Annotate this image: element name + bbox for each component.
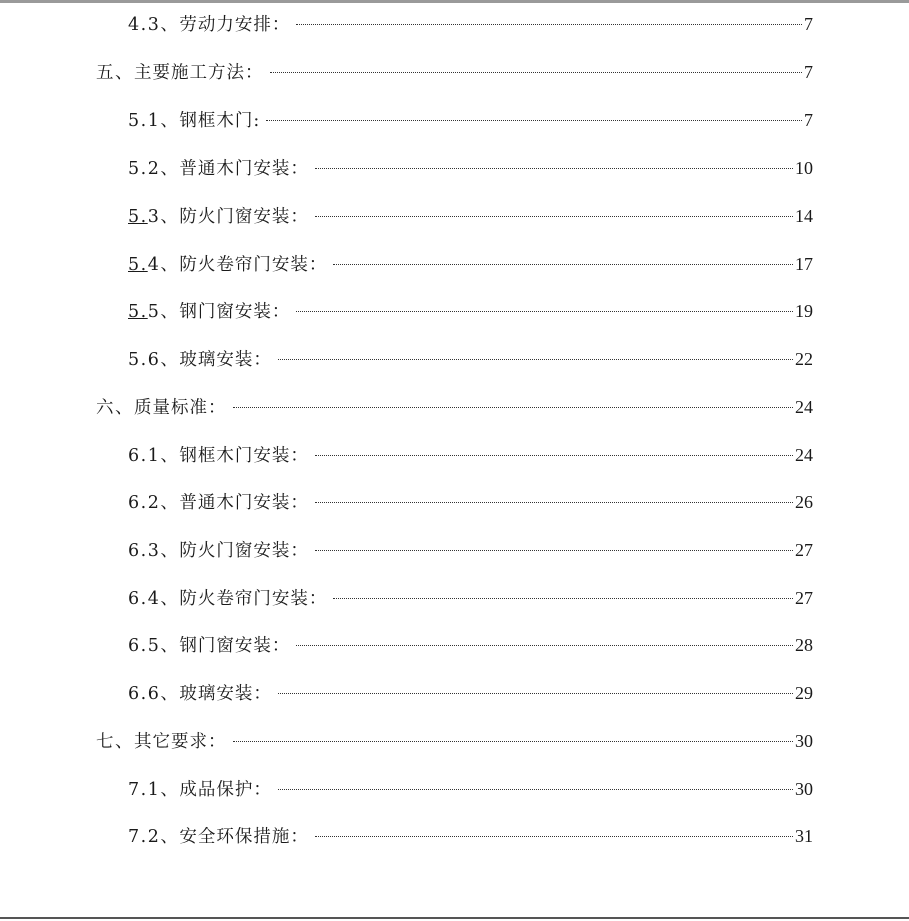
- toc-leader-dots: [233, 741, 794, 742]
- toc-entry-page: 22: [795, 349, 813, 369]
- toc-leader-dots: [315, 502, 793, 503]
- toc-leader-dots: [296, 24, 802, 25]
- toc-leader-dots: [315, 216, 793, 217]
- toc-entry-title: 其它要求：: [134, 732, 227, 752]
- toc-entry-title: 钢框木门:: [179, 111, 261, 131]
- toc-entry[interactable]: [128, 155, 813, 181]
- toc-entry[interactable]: [128, 680, 813, 706]
- toc-entry[interactable]: [128, 489, 813, 515]
- toc-entry-title: 防火门窗安装：: [179, 541, 309, 561]
- toc-entry-page: 31: [795, 826, 813, 846]
- toc-entry[interactable]: [128, 346, 813, 372]
- page-top-rule: [0, 0, 909, 3]
- toc-leader-dots: [333, 598, 793, 599]
- toc-entry-title: 劳动力安排：: [179, 15, 291, 35]
- toc-entry-number: 6.5、: [128, 636, 180, 656]
- toc-entry-number: 7.1、: [128, 780, 180, 800]
- toc-entry[interactable]: [128, 632, 813, 658]
- toc-entry-number: 六、: [96, 398, 134, 418]
- toc-entry-title: 普通木门安装：: [179, 493, 309, 513]
- toc-leader-dots: [315, 550, 793, 551]
- toc-leader-dots: [270, 72, 803, 73]
- toc-leader-dots: [278, 359, 793, 360]
- toc-entry-number: 5.2、: [128, 159, 180, 179]
- toc-entry-page: 27: [795, 588, 813, 608]
- toc-leader-dots: [315, 455, 793, 456]
- toc-leader-dots: [278, 789, 793, 790]
- toc-entry-page: 26: [795, 492, 813, 512]
- toc-entry-page: 24: [795, 445, 813, 465]
- toc-entry-page: 10: [795, 158, 813, 178]
- toc-leader-dots: [315, 168, 793, 169]
- toc-entry-number: 6.6、: [128, 684, 180, 704]
- toc-entry-page: 19: [795, 301, 813, 321]
- toc-entry-page: 24: [795, 397, 813, 417]
- toc-entry-title: 钢门窗安装：: [179, 636, 291, 656]
- toc-entry[interactable]: [128, 776, 813, 802]
- toc-entry-page: 7: [804, 110, 813, 130]
- toc-entry-number: 4.3、: [128, 15, 180, 35]
- toc-entry[interactable]: [128, 585, 813, 611]
- toc-entry-title: 主要施工方法：: [134, 63, 264, 83]
- toc-entry-number: 5.1、: [128, 111, 180, 131]
- toc-entry-title: 成品保护：: [179, 780, 272, 800]
- toc-entry[interactable]: [128, 251, 813, 277]
- toc-entry-page: 14: [795, 206, 813, 226]
- toc-leader-dots: [278, 693, 793, 694]
- toc-entry-number: 5.4、: [128, 255, 180, 275]
- toc-entry-page: 7: [804, 14, 813, 34]
- toc-entry-title: 钢框木门安装：: [179, 446, 309, 466]
- toc-entry[interactable]: [128, 203, 813, 229]
- toc-entry-number: 5.3、: [128, 207, 180, 227]
- toc-entry-title: 玻璃安装：: [179, 350, 272, 370]
- toc-entry-page: 27: [795, 540, 813, 560]
- toc-leader-dots: [266, 120, 802, 121]
- toc-entry-page: 30: [795, 779, 813, 799]
- toc-leader-dots: [233, 407, 794, 408]
- toc-entry-page: 30: [795, 731, 813, 751]
- toc-entry-page: 29: [795, 683, 813, 703]
- toc-entry-title: 普通木门安装：: [179, 159, 309, 179]
- toc-entry-number: 6.1、: [128, 446, 180, 466]
- toc-leader-dots: [315, 836, 793, 837]
- toc-entry[interactable]: [128, 107, 813, 133]
- toc-entry-number: 5.5、: [128, 302, 180, 322]
- toc-entry-title: 质量标准：: [134, 398, 227, 418]
- toc-entry[interactable]: [128, 298, 813, 324]
- toc-entry[interactable]: [128, 537, 813, 563]
- toc-entry-title: 玻璃安装：: [179, 684, 272, 704]
- toc-entry[interactable]: [96, 394, 813, 420]
- toc-entry-page: 17: [795, 254, 813, 274]
- toc-leader-dots: [296, 645, 793, 646]
- toc-entry-number: 五、: [96, 63, 134, 83]
- toc-leader-dots: [333, 264, 793, 265]
- toc-entry[interactable]: [96, 728, 813, 754]
- toc-entry-title: 防火门窗安装：: [179, 207, 309, 227]
- toc-entry-page: 28: [795, 635, 813, 655]
- toc-entry-title: 防火卷帘门安装：: [179, 255, 328, 275]
- toc-entry[interactable]: [128, 11, 813, 37]
- toc-entry-number: 6.2、: [128, 493, 180, 513]
- toc-entry[interactable]: [128, 823, 813, 849]
- toc-entry-number: 7.2、: [128, 827, 180, 847]
- toc-entry-number: 七、: [96, 732, 134, 752]
- toc-entry-number: 6.4、: [128, 589, 180, 609]
- page-bottom-rule: [0, 917, 909, 919]
- toc-entry-page: 7: [804, 62, 813, 82]
- toc-entry-number: 6.3、: [128, 541, 180, 561]
- toc-entry[interactable]: [96, 59, 813, 85]
- toc-entry[interactable]: [128, 442, 813, 468]
- toc-leader-dots: [296, 311, 793, 312]
- toc-entry-title: 安全环保措施：: [179, 827, 309, 847]
- toc-entry-title: 钢门窗安装：: [179, 302, 291, 322]
- toc-entry-title: 防火卷帘门安装：: [179, 589, 328, 609]
- toc-entry-number: 5.6、: [128, 350, 180, 370]
